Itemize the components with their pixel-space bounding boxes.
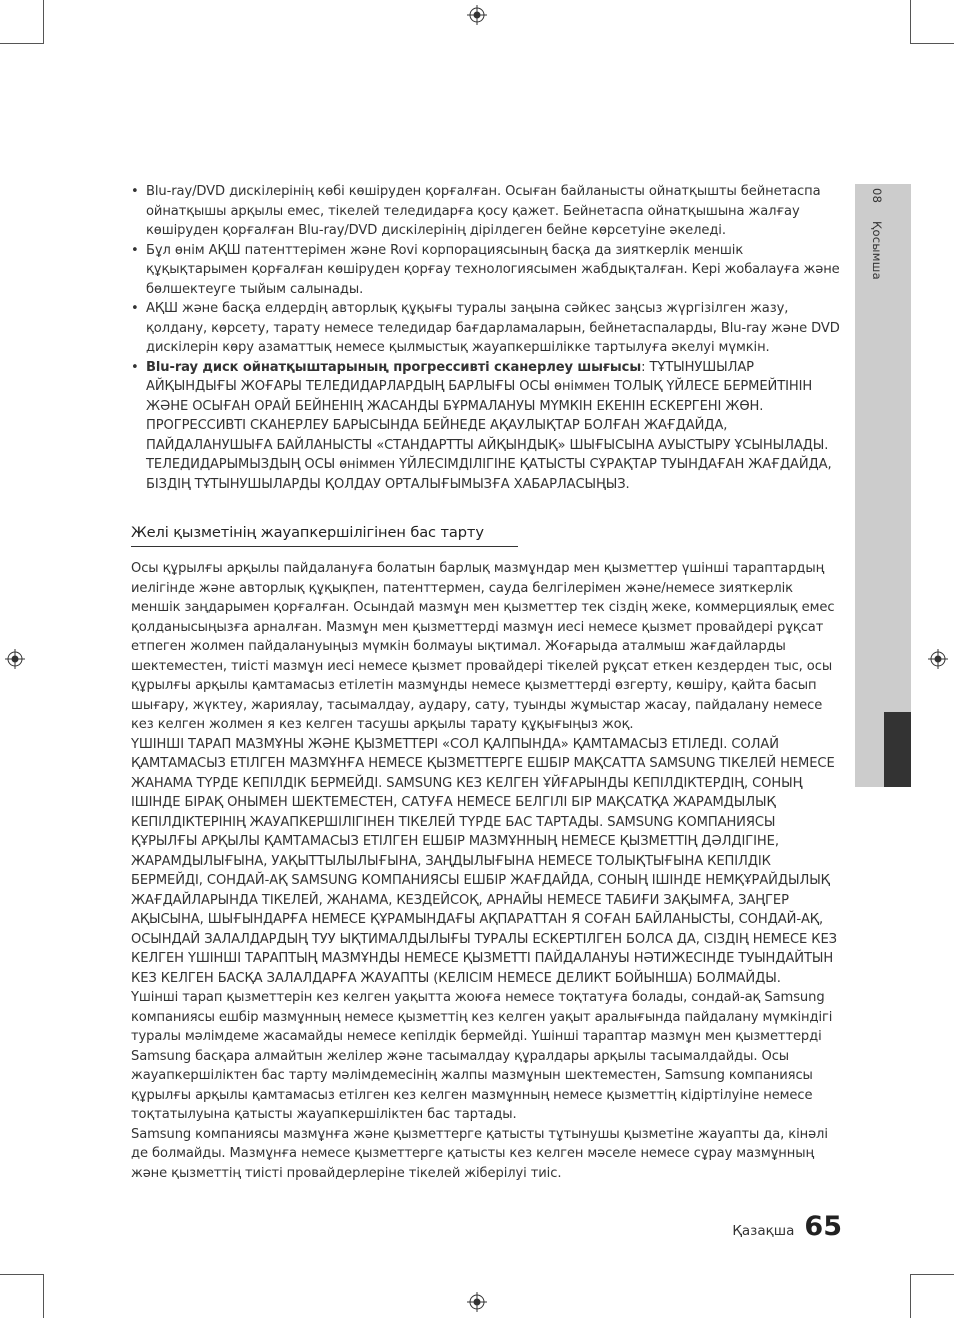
list-item <box>131 358 843 495</box>
section-heading: Желі қызметінің жауапкершілігінен бас тарту <box>131 522 518 547</box>
bullet-text: Blu-ray/DVD дискілерінің көбі көшіруден қорғалған. Осыған байланысты ойнатқышты бейнетаспа ойнатқышы арқылы емес, тікелей теледидарға қосу қажет. Бейнетаспа ойнатқышына жалғау көшіруден қорғалған Blu-ray/DVD дискілерінің дірілдеген бейне көрсетуіне әкеледі. <box>146 184 821 238</box>
paragraph: Samsung компаниясы мазмұнға және қызметтерге қатысты тұтынушы қызметіне жауапты да, кінәлі де болмайды. Мазмұнға немесе қызметтерге қатысты кез келген мәселе немесе сұрау мазмұнның және қызметтің тиісті провайдерлеріне тікелей жіберілуі тиіс. <box>131 1126 828 1181</box>
list-item <box>131 241 843 300</box>
bullet-list <box>131 182 843 494</box>
paragraph: Үшінші тарап қызметтерін кез келген уақытта жоюға немесе тоқтатуға болады, сондай-ақ Samsung компаниясы ешбір мазмұнның немесе қызметтің кез келген уақыт аралығында пайдалану мүмкіндігі туралы мәлімдеме жасамайды немесе кепілдік бермейді. Үшінші тараптар мазмұн мен қызметтерді Samsung басқара алмайтын желілер және тасымалдау құралдары арқылы тасымалдайды. Осы жауапкершіліктен бас тарту мәлімдемесінің жалпы мазмұнын шектеместен, Samsung компаниясы құрылғы арқылы қамтамасыз етілген кез келген мазмұнның немесе қызметтің кідіртілуіне немесе тоқтатылуына қатысты жауапкершіліктен бас тартады. <box>131 990 833 1122</box>
crop-mark <box>910 43 954 44</box>
page-number: 65 <box>804 1211 842 1242</box>
chapter-title: Қосымша <box>870 221 884 281</box>
bullet-text: АҚШ және басқа елдердің авторлық құқығы туралы заңына сәйкес заңсыз жүргізілген жазу, қолдану, көрсету, тарату немесе теледидар бағдарламаларын, бейнетаспаларды, Blu-ray және DVD дискілерін көру азаматтық немесе қылмыстық жауапкершілікке тартылуға әкелуі мүмкін. <box>146 301 840 355</box>
chapter-side-tab-marker <box>884 712 911 787</box>
registration-mark-icon <box>467 1292 487 1312</box>
registration-mark-icon <box>928 649 948 669</box>
crop-mark <box>910 0 911 44</box>
crop-mark <box>43 1274 44 1318</box>
crop-mark <box>910 1274 911 1318</box>
paragraph: Осы құрылғы арқылы пайдалануға болатын барлық мазмұндар мен қызметтер үшінші тараптардың иелігінде және авторлық құқықпен, патенттермен, сауда белгілерімен және/немесе зияткерлік меншік заңдарымен қорғалған. Осындай мазмұн мен қызметтер тек сіздің жеке, коммерциялық емес қолданысыңызға арналған. Мазмұн мен қызметтерді мазмұн иесі немесе қызмет провайдері рұқсат етпеген жолмен пайдалануыңыз мүмкін болмауы ықтимал. Жоғарыда аталмыш жағдайларды шектеместен, тиісті мазмұн иесі немесе қызмет провайдері тікелей рұқсат еткен кездерден тыс, осы құрылғы арқылы қамтамасыз етілетін мазмұнды немесе қызметтерді өзгерту, көшіру, қайта басып шығару, жүктеу, жариялау, тасымалдау, аудару, сату, туынды жұмыстар жасау, пайдалану немесе кез келген жолмен я кез келген тасушы арқылы тарату құқығыңыз жоқ. <box>131 561 835 732</box>
page-footer <box>732 1211 842 1242</box>
registration-mark-icon <box>5 649 25 669</box>
registration-mark-icon <box>467 5 487 25</box>
paragraph: ҮШІНШІ ТАРАП МАЗМҰНЫ ЖӘНЕ ҚЫЗМЕТТЕРІ «СОЛ ҚАЛПЫНДА» ҚАМТАМАСЫЗ ЕТІЛЕДІ. СОЛАЙ ҚАМТАМАСЫЗ ЕТІЛГЕН МАЗМҰНҒА НЕМЕСЕ ҚЫЗМЕТТЕРГЕ ЕШБІР МАҚСАТТА SAMSUNG ТІКЕЛЕЙ НЕМЕСЕ ЖАНАМА ТҮРДЕ КЕПІЛДІК БЕРМЕЙДІ. SAMSUNG КЕЗ КЕЛГЕН ҰЙҒАРЫНДЫ КЕПІЛДІКТЕРДІҢ, СОНЫҢ ІШІНДЕ БІРАҚ ОНЫМЕН ШЕКТЕМЕСТЕН, САТУҒА НЕМЕСЕ БЕЛГІЛІ БІР МАҚСАТҚА ЖАРАМДЫЛЫҚ КЕПІЛДІКТЕРІНІҢ ЖАУАПКЕРШІЛІГІНЕН ТІКЕЛЕЙ ТҮРДЕ БАС ТАРТАДЫ. SAMSUNG КОМПАНИЯСЫ ҚҰРЫЛҒЫ АРҚЫЛЫ ҚАМТАМАСЫЗ ЕТІЛГЕН ЕШБІР МАЗМҰННЫҢ НЕМЕСЕ ҚЫЗМЕТТІҢ ДӘЛДІГІНЕ, ЖАРАМДЫЛЫҒЫНА, УАҚЫТТЫЛЫЛЫҒЫНА, ЗАҢДЫЛЫҒЫНА НЕМЕСЕ ТОЛЫҚТЫҒЫНА КЕПІЛДІК БЕРМЕЙДІ, СОНДАЙ-АҚ SAMSUNG КОМПАНИЯСЫ ЕШБІР ЖАҒДАЙДА, СОНЫҢ ІШІНДЕ НЕМҚҰРАЙДЫЛЫҚ ЖАҒДАЙЛАРЫНДА ТІКЕЛЕЙ, ЖАНАМА, КЕЗДЕЙСОҚ, АРНАЙЫ НЕМЕСЕ ТАБИҒИ ЗАҚЫМҒА, ЗАҢГЕР АҚЫСЫНА, ШЫҒЫНДАРҒА НЕМЕСЕ ҚҰРАМЫНДАҒЫ АҚПАРАТТАН Я СОҒАН БАЙЛАНЫСТЫ, СОНДАЙ-АҚ, ОСЫНДАЙ ЗАЛАЛДАРДЫҢ ТУУ ЫҚТИМАЛДЫЛЫҒЫ ТУРАЛЫ ЕСКЕРТІЛГЕН БОЛСА ДА, СІЗДІҢ НЕМЕСЕ КЕЗ КЕЛГЕН ҮШІНШІ ТАРАПТЫҢ МАЗМҰНДЫ НЕМЕСЕ ҚЫЗМЕТТІ ПАЙДАЛАНУЫ НӘТИЖЕСІНДЕ ТУЫНДАЙТЫН КЕЗ КЕЛГЕН БАСҚА ЗАЛАЛДАРҒА ЖАУАПТЫ (КЕЛІСІМ НЕМЕСЕ ДЕЛИКТ БОЙЫНША) БОЛМАЙДЫ. <box>131 736 837 986</box>
list-item <box>131 182 843 241</box>
crop-mark <box>43 0 44 44</box>
bullet-bold-lead: Blu-ray диск ойнатқыштарының прогрессивті сканерлеу шығысы <box>146 359 642 375</box>
crop-mark <box>0 43 44 44</box>
crop-mark <box>0 1274 44 1275</box>
page-content <box>131 182 843 1183</box>
footer-language: Қазақша <box>732 1223 795 1239</box>
list-item <box>131 299 843 358</box>
bullet-text: : ТҰТЫНУШЫЛАР АЙҚЫНДЫҒЫ ЖОҒАРЫ ТЕЛЕДИДАРЛАРДЫҢ БАРЛЫҒЫ ОСЫ өніммен ТОЛЫҚ ҮЙЛЕСЕ БЕРМЕЙТІНІН ЖӘНЕ ОСЫҒАН ОРАЙ БЕЙНЕНІҢ ЖАСАНДЫ БҰРМАЛАНУЫ МҮМКІН ЕКЕНІН ЕСКЕРГЕНІ ЖӨН. ПРОГРЕССИВТІ СКАНЕРЛЕУ БАРЫСЫНДА БЕЙНЕДЕ АҚАУЛЫҚТАР БОЛҒАН ЖАҒДАЙДА, ПАЙДАЛАНУШЫҒА БАЙЛАНЫСТЫ «СТАНДАРТТЫ АЙҚЫНДЫҚ» ШЫҒЫСЫНА АУЫСТЫРУ ҰСЫНЫЛАДЫ. ТЕЛЕДИДАРЫМЫЗДЫҢ ОСЫ өніммен ҮЙЛЕСІМДІЛІГІНЕ ҚАТЫСТЫ СҰРАҚТАР ТУЫНДАҒАН ЖАҒДАЙДА, БІЗДІҢ ТҰТЫНУШЫЛАРДЫ ҚОЛДАУ ОРТАЛЫҒЫМЫЗҒА ХАБАРЛАСЫҢЫЗ. <box>146 359 832 492</box>
crop-mark <box>910 1274 954 1275</box>
bullet-text: Бұл өнім АҚШ патенттерімен және Rovi корпорациясының басқа да зияткерлік меншік құқықтарымен қорғалған көшіруден қорғау технологиясымен жабдықталған. Кері жобалауға және бөлшектеуге тыйым салынады. <box>146 242 840 297</box>
chapter-number: 08 <box>870 188 884 204</box>
chapter-side-label <box>870 188 884 294</box>
